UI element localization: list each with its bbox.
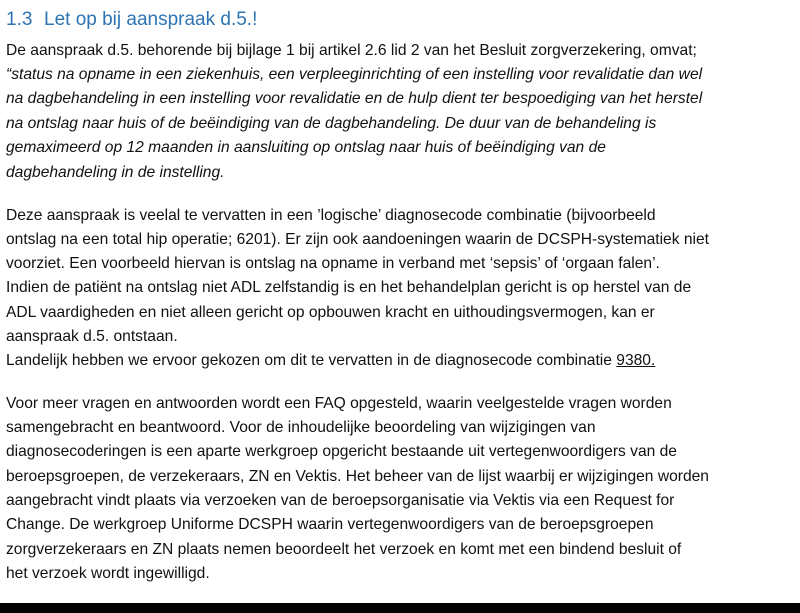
paragraph3-line: beroepsgroepen, de verzekeraars, ZN en Vektis. Het beheer van de lijst waarbij er wijzigingen worden	[6, 468, 709, 485]
section-number: 1.3	[6, 9, 33, 30]
section-heading	[6, 8, 257, 32]
paragraph2-line: aanspraak d.5. ontstaan.	[6, 328, 178, 345]
paragraph3-line: Voor meer vragen en antwoorden wordt een FAQ opgesteld, waarin veelgestelde vragen worden	[6, 395, 672, 412]
paragraph1-line: De aanspraak d.5. behorende bij bijlage 1 bij artikel 2.6 lid 2 van het Besluit zorgverzekering, omvat;	[6, 42, 697, 59]
paragraph3-line: zorgverzekeraars en ZN plaats nemen beoordeelt het verzoek en komt met een bindend besluit of	[6, 541, 682, 558]
paragraph2-line: ADL vaardigheden en niet alleen gericht op opbouwen kracht en uithoudingsvermogen, kan er	[6, 304, 655, 321]
paragraph2-line: ontslag na een total hip operatie; 6201). Er zijn ook aandoeningen waarin de DCSPH-systematiek niet	[6, 231, 710, 248]
paragraph3-line: samengebracht en beantwoord. Voor de inhoudelijke beoordeling van wijzigingen van	[6, 419, 596, 436]
paragraph2-line: Deze aanspraak is veelal te vervatten in een ’logische’ diagnosecode combinatie (bijvoorbeeld	[6, 207, 656, 224]
quote-line: na dagbehandeling in een instelling voor revalidatie en de hulp dient ter bespoediging van het herstel	[6, 90, 703, 107]
bottom-edge-bar	[0, 603, 800, 613]
paragraph3-line: Change. De werkgroep Uniforme DCSPH waarin vertegenwoordigers van de beroepsgroepen	[6, 516, 654, 533]
diagnosis-code: 9380.	[616, 352, 656, 369]
quote-line: dagbehandeling in de instelling.	[6, 164, 225, 181]
quote-line: na ontslag naar huis of de beëindiging van de dagbehandeling. De duur van de behandeling is	[6, 115, 657, 132]
quote-line: “status na opname in een ziekenhuis, een verpleeginrichting of een instelling voor revalidatie dan wel	[6, 66, 703, 83]
quote-line: gemaximeerd op 12 maanden in aansluiting op ontslag naar huis of beëindiging van de	[6, 139, 606, 156]
paragraph3-line: diagnosecoderingen is een aparte werkgroep opgericht bestaande uit vertegenwoordigers van de	[6, 443, 677, 460]
paragraph3-line: aangebracht vindt plaats via verzoeken van de beroepsorganisatie via Vektis via een Request for	[6, 492, 675, 509]
paragraph2-line: voorziet. Een voorbeeld hiervan is ontslag na opname in verband met ‘sepsis’ of ‘orgaan falen’.	[6, 255, 660, 272]
paragraph2-last-line-text: Landelijk hebben we ervoor gekozen om dit te vervatten in de diagnosecode combinatie	[6, 352, 617, 369]
section-title: Let op bij aanspraak d.5.!	[44, 9, 258, 30]
paragraph2-line: Indien de patiënt na ontslag niet ADL zelfstandig is en het behandelplan gericht is op herstel van de	[6, 279, 692, 296]
paragraph3-line: het verzoek wordt ingewilligd.	[6, 565, 210, 582]
paragraph2-line	[6, 350, 655, 372]
